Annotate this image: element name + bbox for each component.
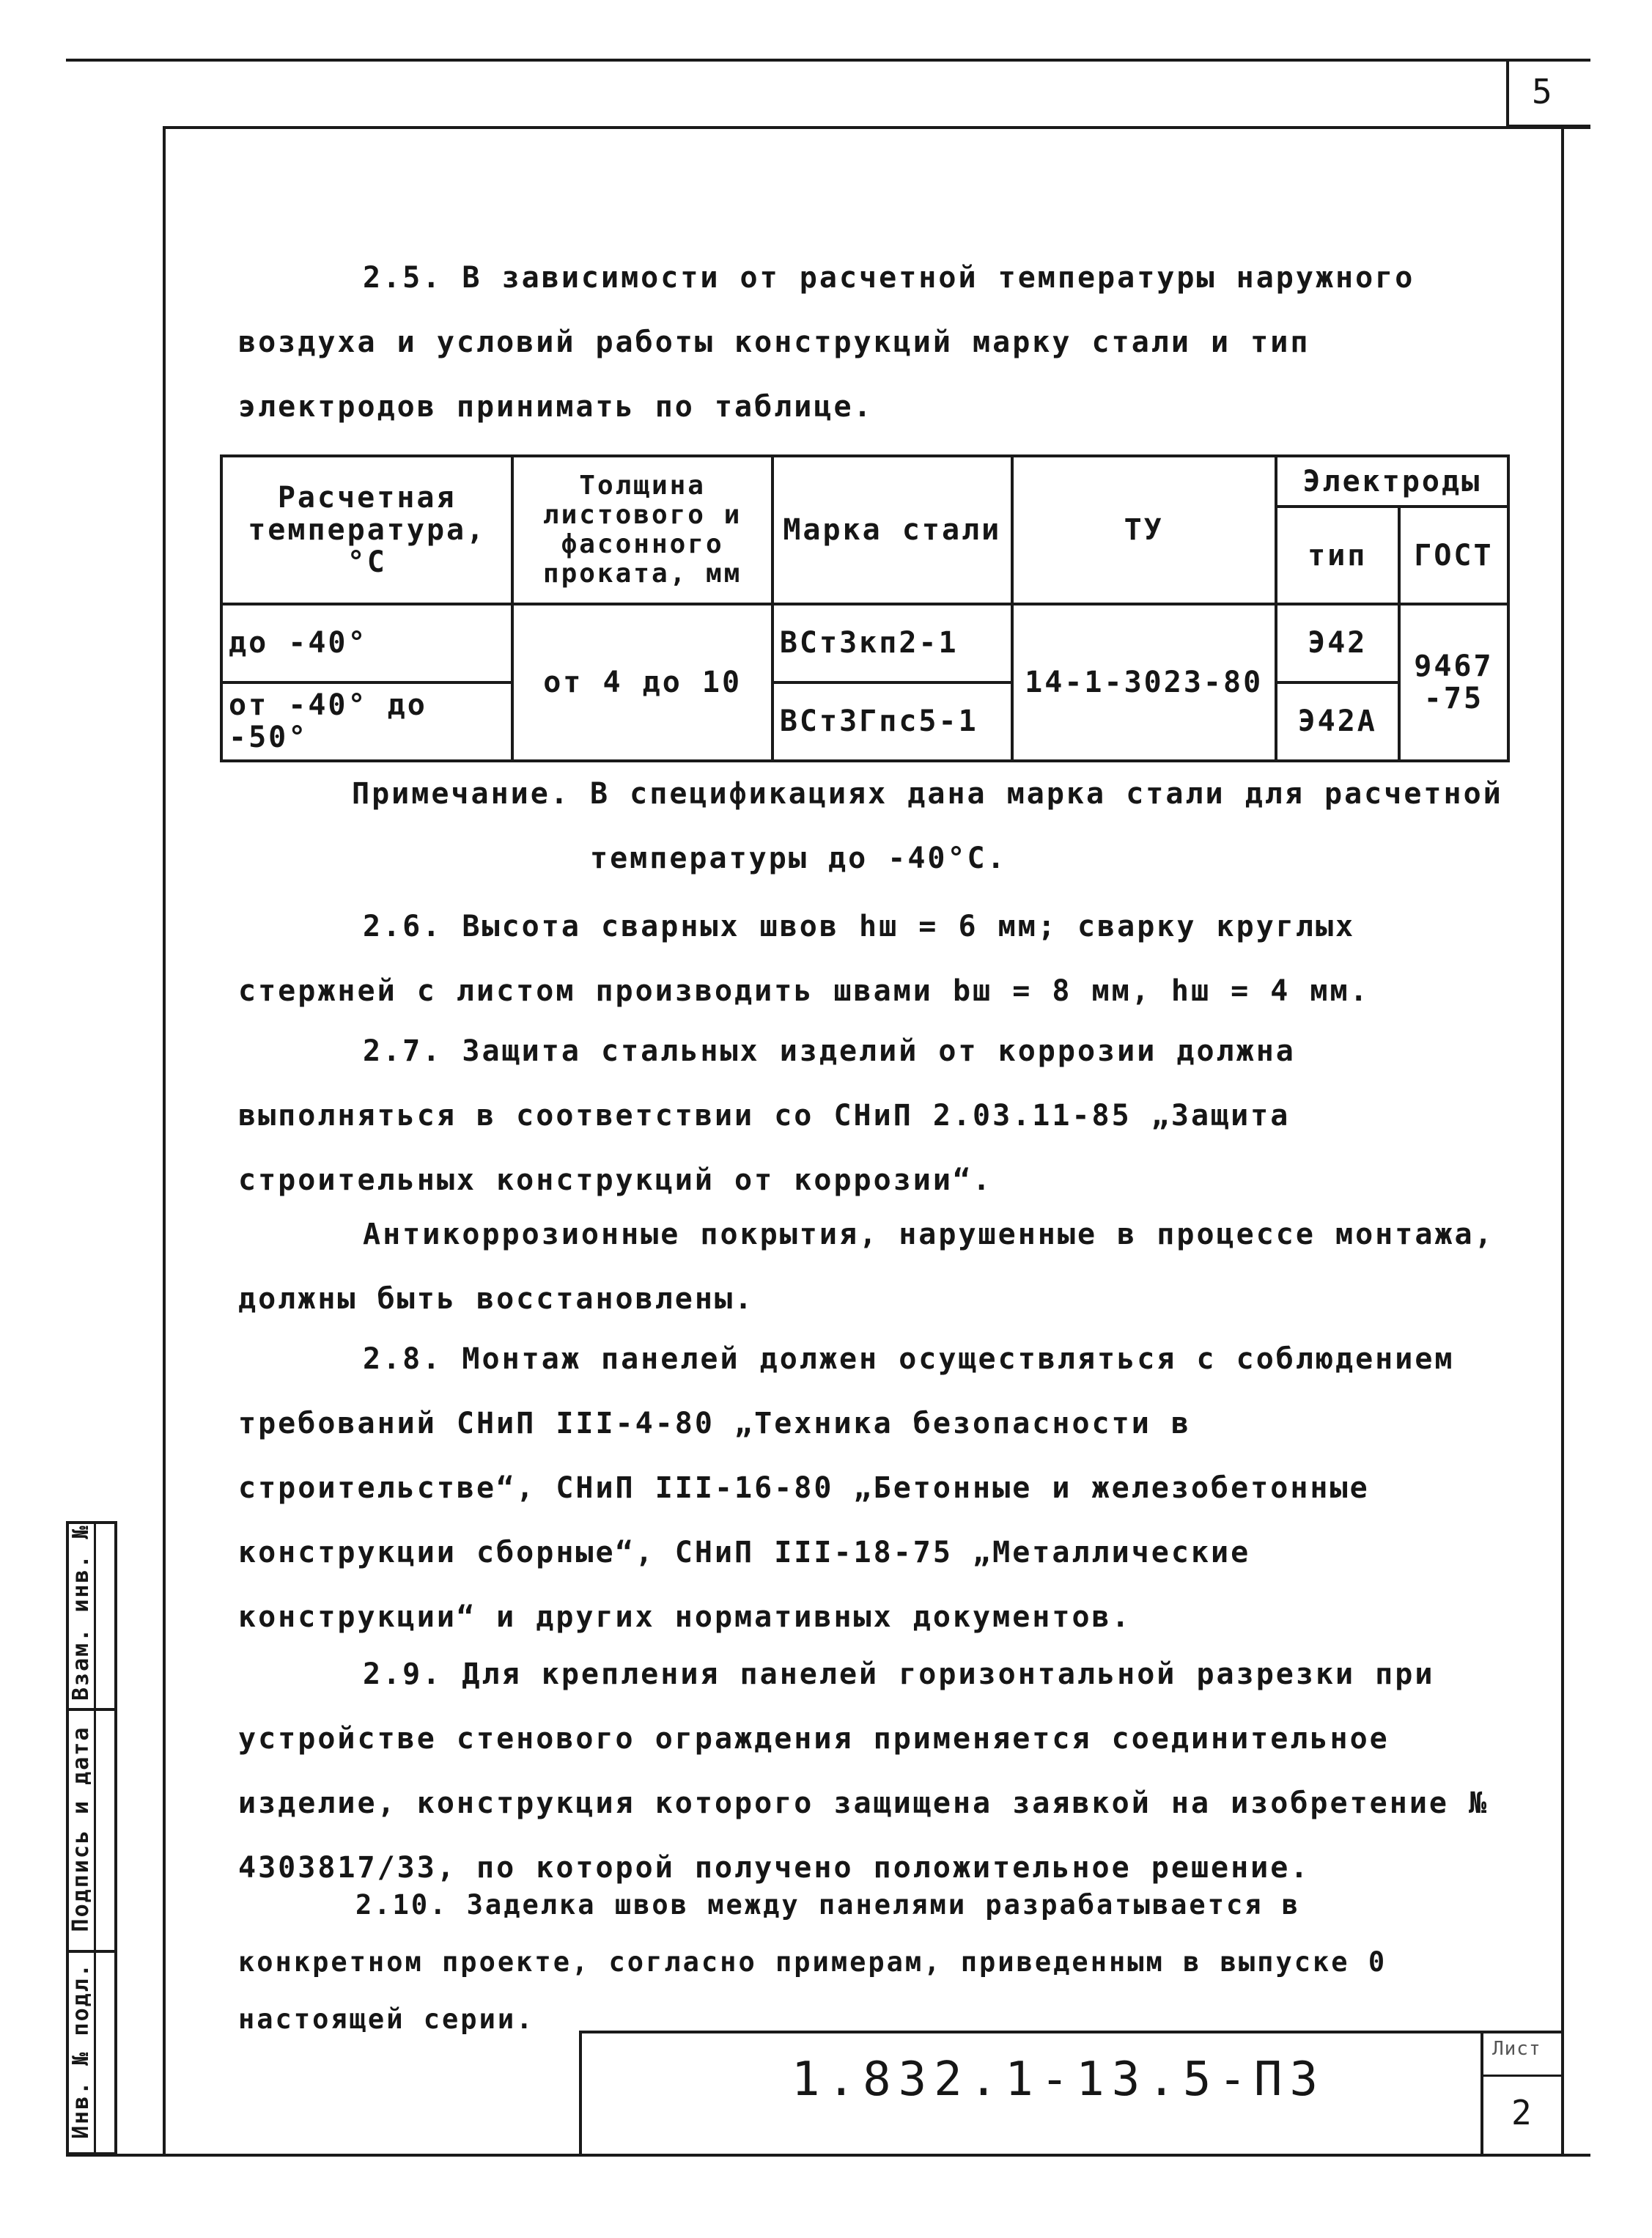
row1-steel: ВСт3кп2-1 — [772, 604, 1012, 682]
note-line-1: Примечание. В спецификациях дана марка стали для расчетной — [352, 777, 1503, 811]
th-electrodes: Электроды — [1276, 456, 1508, 507]
section-2-7: 2.7. Защита стальных изделий от коррозии должна выполняться в соответствии со СНиП 2.03.11-85 „Защита строительных конструкций от коррозии“. — [238, 1034, 1296, 1197]
row2-temp: от -40° до -50° — [221, 682, 512, 761]
side-stamp-divider-2 — [66, 1950, 117, 1953]
side-stamp-divider-1 — [66, 1708, 117, 1711]
frame-right — [1561, 126, 1564, 2157]
section-2-5: 2.5. В зависимости от расчетной температуры наружного воздуха и условий работы конструкций марку стали и тип электродов принимать по таблице. — [238, 261, 1415, 424]
sheet-label: Лист — [1492, 2038, 1541, 2060]
top-rule — [66, 59, 1590, 62]
section-2-6: 2.6. Высота сварных швов hш = 6 мм; сварку круглых стержней с листом производить швами bш = 8 мм, hш = 4 мм. — [238, 910, 1370, 1008]
section-2-9: 2.9. Для крепления панелей горизонтальной разрезки при устройстве стенового ограждения применяется соединительное изделие, конструкция которого защищена заявкой на изобретение № 4303817/33, по которой получено положительное решение. — [238, 1657, 1489, 1885]
side-stamp-column-line — [94, 1521, 96, 2155]
sheet-number: 2 — [1511, 2093, 1534, 2132]
page-number: 5 — [1532, 72, 1555, 111]
th-tu: ТУ — [1012, 456, 1276, 604]
note-line-2: температуры до -40°С. — [590, 842, 1007, 875]
document-code: 1.832.1-13.5-ПЗ — [792, 2053, 1325, 2107]
row2-electrode-type: Э42А — [1276, 682, 1399, 761]
th-temp: Расчетная температура, °C — [221, 456, 512, 604]
cell-gost: 9467-75 — [1399, 604, 1508, 761]
cell-thickness: от 4 до 10 — [512, 604, 772, 761]
th-gost: ГОСТ — [1399, 507, 1508, 604]
side-label-inv-orig: Инв. № подл. — [68, 1962, 94, 2139]
th-steel: Марка стали — [772, 456, 1012, 604]
side-label-vzam: Взам. инв. № — [68, 1524, 94, 1701]
anticorrosion-paragraph: Антикоррозионные покрытия, нарушенные в процессе монтажа, должны быть восстановлены. — [238, 1218, 1494, 1316]
cell-tu: 14-1-3023-80 — [1012, 604, 1276, 761]
th-electrode-type: тип — [1276, 507, 1399, 604]
section-2-8: 2.8. Монтаж панелей должен осуществляться с соблюдением требований СНиП III-4-80 „Техника безопасности в строительстве“, СНиП III-16-80 „Бетонные и железобетонные конструкции сборные“, СНиП III-18-75 „Металлические конструкции“ и других нормативных документов. — [238, 1342, 1455, 1634]
row2-steel: ВСт3Гпс5-1 — [772, 682, 1012, 761]
sheet-box-divider — [1480, 2075, 1561, 2077]
side-label-sign-date: Подпись и дата — [68, 1726, 94, 1932]
spec-table — [220, 454, 1510, 762]
row1-temp: до -40° — [221, 604, 512, 682]
section-2-10: 2.10. Заделка швов между панелями разрабатывается в конкретном проекте, согласно примерам, приведенным в выпуске 0 настоящей серии. — [238, 1889, 1387, 2035]
row1-electrode-type: Э42 — [1276, 604, 1399, 682]
frame-left — [163, 126, 166, 2157]
frame-top — [165, 126, 1590, 129]
th-thickness: Толщина листового и фасонного проката, мм — [512, 456, 772, 604]
